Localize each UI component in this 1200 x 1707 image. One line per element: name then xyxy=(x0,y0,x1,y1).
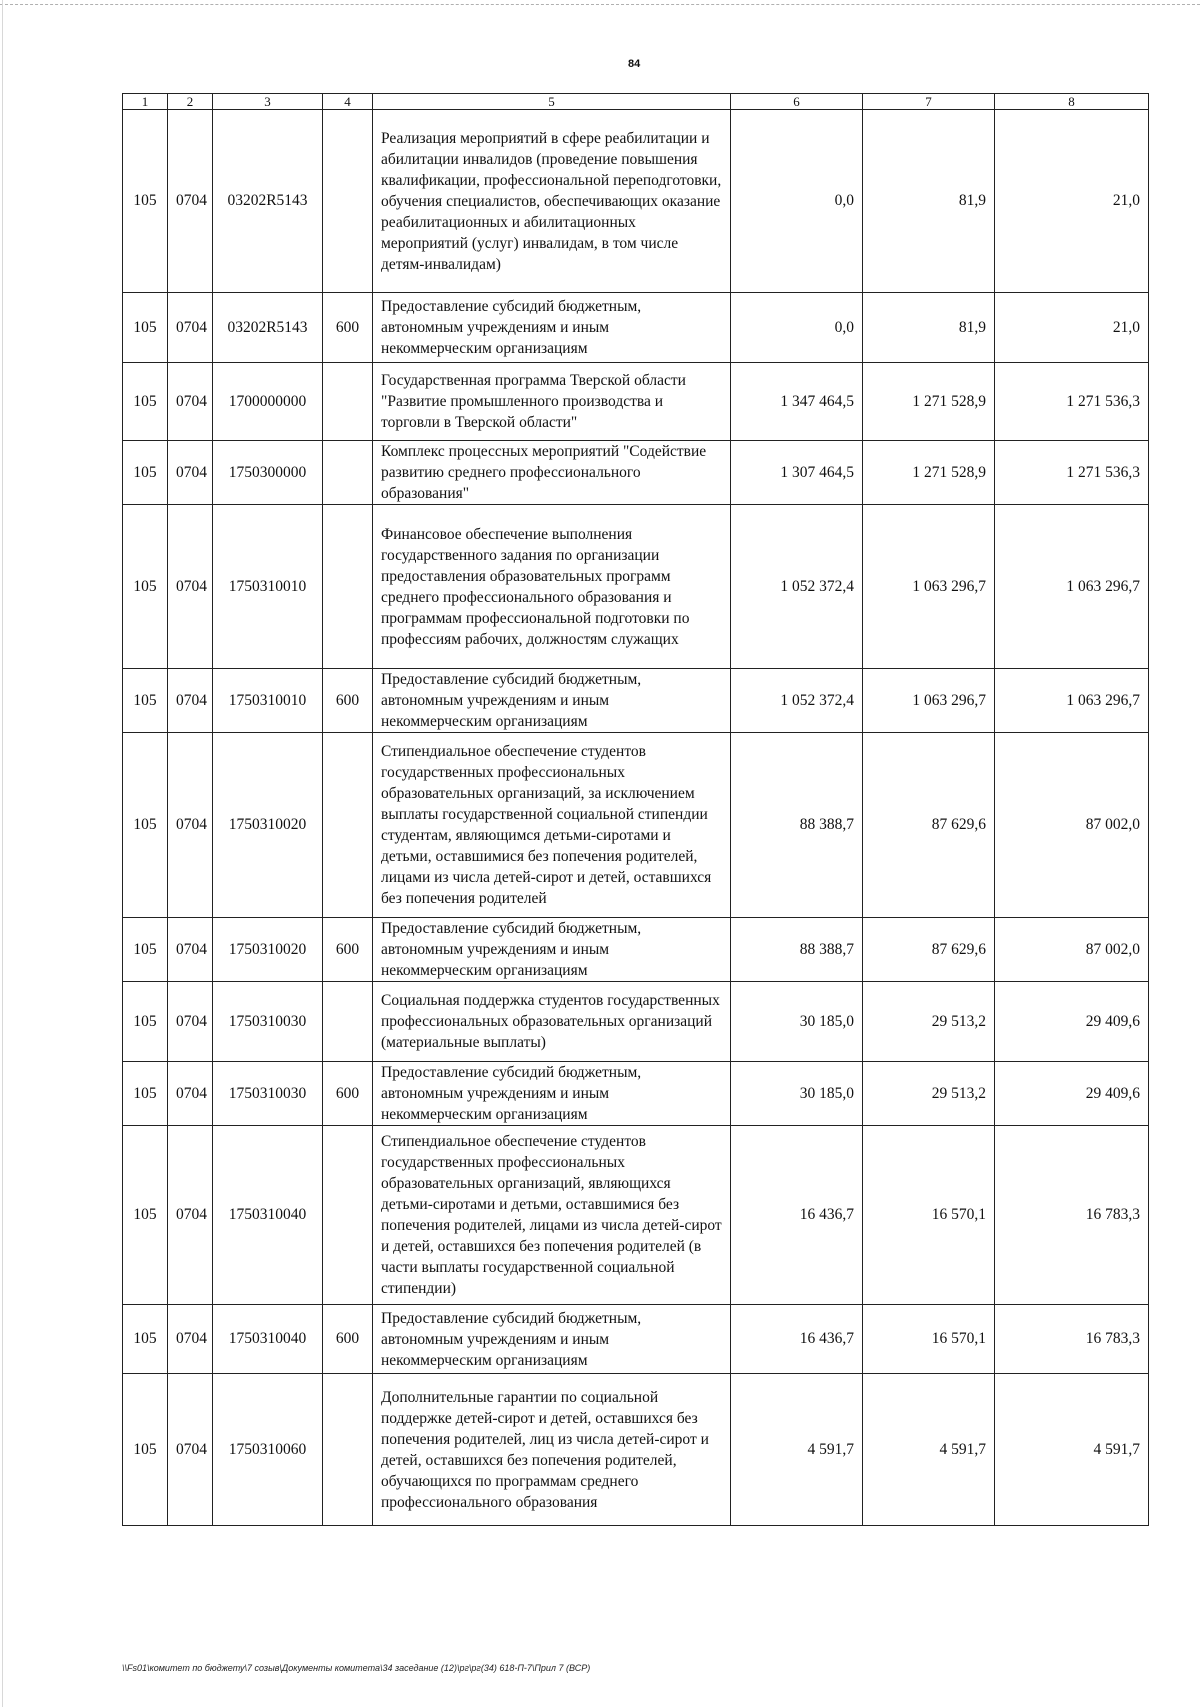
row-expense-type xyxy=(323,982,373,1062)
row-expense-type xyxy=(323,505,373,669)
row-expense-type: 600 xyxy=(323,1062,373,1126)
row-amount-2025: 1 063 296,7 xyxy=(863,669,995,733)
row-department: 105 xyxy=(123,1305,168,1374)
row-target-article: 1750300000 xyxy=(213,441,323,505)
row-section: 0704 xyxy=(168,293,213,363)
row-amount-2025: 87 629,6 xyxy=(863,918,995,982)
row-amount-2024: 0,0 xyxy=(731,110,863,293)
table-row xyxy=(123,505,1149,669)
table-row xyxy=(123,669,1149,733)
table-header-row xyxy=(123,94,1149,110)
row-amount-2026: 21,0 xyxy=(995,293,1149,363)
row-target-article: 1750310020 xyxy=(213,733,323,918)
row-amount-2026: 87 002,0 xyxy=(995,918,1149,982)
row-section: 0704 xyxy=(168,1374,213,1526)
row-amount-2024: 4 591,7 xyxy=(731,1374,863,1526)
row-expense-type xyxy=(323,733,373,918)
row-section: 0704 xyxy=(168,982,213,1062)
row-expense-type: 600 xyxy=(323,1305,373,1374)
row-section: 0704 xyxy=(168,363,213,441)
row-description: Социальная поддержка студентов государственных профессиональных образовательных организаций (материальные выплаты) xyxy=(373,982,731,1062)
row-amount-2025: 16 570,1 xyxy=(863,1305,995,1374)
column-header: 8 xyxy=(995,94,1149,110)
column-header: 5 xyxy=(373,94,731,110)
row-expense-type: 600 xyxy=(323,293,373,363)
table-row xyxy=(123,293,1149,363)
row-target-article: 1700000000 xyxy=(213,363,323,441)
table-row xyxy=(123,1305,1149,1374)
row-amount-2025: 81,9 xyxy=(863,110,995,293)
row-description: Дополнительные гарантии по социальной поддержке детей-сирот и детей, оставшихся без попечения родителей, лиц из числа детей-сирот и детей, оставшихся без попечения родителей, обучающихся по программам среднего профессионального образования xyxy=(373,1374,731,1526)
table-body xyxy=(123,110,1149,1526)
row-expense-type xyxy=(323,110,373,293)
row-amount-2024: 88 388,7 xyxy=(731,918,863,982)
row-description: Комплекс процессных мероприятий "Содействие развитию среднего профессионального образования" xyxy=(373,441,731,505)
row-amount-2024: 30 185,0 xyxy=(731,982,863,1062)
row-amount-2026: 1 271 536,3 xyxy=(995,363,1149,441)
row-amount-2026: 87 002,0 xyxy=(995,733,1149,918)
row-target-article: 03202R5143 xyxy=(213,293,323,363)
row-amount-2024: 16 436,7 xyxy=(731,1126,863,1305)
row-department: 105 xyxy=(123,441,168,505)
row-amount-2025: 29 513,2 xyxy=(863,982,995,1062)
row-amount-2024: 1 052 372,4 xyxy=(731,505,863,669)
table-row xyxy=(123,110,1149,293)
row-amount-2026: 1 063 296,7 xyxy=(995,505,1149,669)
table-row xyxy=(123,918,1149,982)
row-amount-2025: 1 271 528,9 xyxy=(863,363,995,441)
row-expense-type xyxy=(323,1126,373,1305)
row-section: 0704 xyxy=(168,733,213,918)
row-department: 105 xyxy=(123,505,168,669)
row-amount-2025: 29 513,2 xyxy=(863,1062,995,1126)
row-description: Предоставление субсидий бюджетным, автономным учреждениям и иным некоммерческим организациям xyxy=(373,1062,731,1126)
column-header: 3 xyxy=(213,94,323,110)
row-description: Стипендиальное обеспечение студентов государственных профессиональных образовательных организаций, являющихся детьми-сиротами и детьми, оставшимися без попечения родителей, лицами из числа детей-сирот и детей, оставшихся без попечения родителей (в части выплаты государственной социальной стипендии) xyxy=(373,1126,731,1305)
column-header: 6 xyxy=(731,94,863,110)
row-amount-2026: 1 063 296,7 xyxy=(995,669,1149,733)
row-expense-type: 600 xyxy=(323,669,373,733)
row-amount-2024: 1 307 464,5 xyxy=(731,441,863,505)
row-description: Финансовое обеспечение выполнения государственного задания по организации предоставления образовательных программ среднего профессионального образования и программам профессиональной подготовки по профессиям рабочих, должностям служащих xyxy=(373,505,731,669)
row-expense-type xyxy=(323,363,373,441)
row-amount-2024: 16 436,7 xyxy=(731,1305,863,1374)
row-section: 0704 xyxy=(168,918,213,982)
row-expense-type xyxy=(323,1374,373,1526)
row-section: 0704 xyxy=(168,1126,213,1305)
row-amount-2024: 0,0 xyxy=(731,293,863,363)
table-row xyxy=(123,1374,1149,1526)
budget-table xyxy=(122,93,1149,1526)
row-department: 105 xyxy=(123,669,168,733)
scan-top-edge xyxy=(0,4,1200,5)
row-amount-2026: 16 783,3 xyxy=(995,1126,1149,1305)
row-target-article: 1750310020 xyxy=(213,918,323,982)
row-amount-2025: 81,9 xyxy=(863,293,995,363)
row-department: 105 xyxy=(123,1374,168,1526)
row-description: Предоставление субсидий бюджетным, автономным учреждениям и иным некоммерческим организациям xyxy=(373,669,731,733)
row-department: 105 xyxy=(123,733,168,918)
row-department: 105 xyxy=(123,918,168,982)
row-target-article: 1750310030 xyxy=(213,1062,323,1126)
table-row xyxy=(123,363,1149,441)
row-target-article: 1750310040 xyxy=(213,1305,323,1374)
row-target-article: 1750310060 xyxy=(213,1374,323,1526)
row-section: 0704 xyxy=(168,1305,213,1374)
row-description: Реализация мероприятий в сфере реабилитации и абилитации инвалидов (проведение повышения квалификации, профессиональной переподготовки, обучения специалистов, обеспечивающих оказание реабилитационных и абилитационных мероприятий (услуг) инвалидам, в том числе детям-инвалидам) xyxy=(373,110,731,293)
row-expense-type xyxy=(323,441,373,505)
row-department: 105 xyxy=(123,1062,168,1126)
row-department: 105 xyxy=(123,110,168,293)
table-row xyxy=(123,733,1149,918)
row-target-article: 1750310010 xyxy=(213,505,323,669)
row-amount-2026: 29 409,6 xyxy=(995,1062,1149,1126)
row-description: Предоставление субсидий бюджетным, автономным учреждениям и иным некоммерческим организациям xyxy=(373,1305,731,1374)
row-amount-2025: 1 063 296,7 xyxy=(863,505,995,669)
row-description: Стипендиальное обеспечение студентов государственных профессиональных образовательных организаций, за исключением выплаты государственной социальной стипендии студентам, являющимся детьми-сиротами и детьми, оставшимися без попечения родителей, лицами из числа детей-сирот и детей, оставшихся без попечения родителей xyxy=(373,733,731,918)
row-expense-type: 600 xyxy=(323,918,373,982)
row-target-article: 1750310010 xyxy=(213,669,323,733)
row-description: Предоставление субсидий бюджетным, автономным учреждениям и иным некоммерческим организациям xyxy=(373,293,731,363)
page-number: 84 xyxy=(628,58,641,70)
row-amount-2024: 30 185,0 xyxy=(731,1062,863,1126)
row-amount-2026: 1 271 536,3 xyxy=(995,441,1149,505)
row-target-article: 1750310040 xyxy=(213,1126,323,1305)
table-row xyxy=(123,1062,1149,1126)
row-section: 0704 xyxy=(168,669,213,733)
row-department: 105 xyxy=(123,1126,168,1305)
row-department: 105 xyxy=(123,982,168,1062)
row-amount-2024: 88 388,7 xyxy=(731,733,863,918)
row-section: 0704 xyxy=(168,505,213,669)
row-amount-2025: 1 271 528,9 xyxy=(863,441,995,505)
row-amount-2026: 4 591,7 xyxy=(995,1374,1149,1526)
row-department: 105 xyxy=(123,363,168,441)
column-header: 2 xyxy=(168,94,213,110)
row-amount-2026: 29 409,6 xyxy=(995,982,1149,1062)
row-section: 0704 xyxy=(168,441,213,505)
table-row xyxy=(123,982,1149,1062)
row-section: 0704 xyxy=(168,110,213,293)
column-header: 4 xyxy=(323,94,373,110)
row-department: 105 xyxy=(123,293,168,363)
row-amount-2024: 1 052 372,4 xyxy=(731,669,863,733)
row-amount-2026: 21,0 xyxy=(995,110,1149,293)
row-amount-2025: 16 570,1 xyxy=(863,1126,995,1305)
row-amount-2025: 87 629,6 xyxy=(863,733,995,918)
row-amount-2024: 1 347 464,5 xyxy=(731,363,863,441)
footer-file-path: \\Fs01\комитет по бюджету\7 созыв\Документы комитета\34 заседание (12)\рг\рг(34) 618-П-7\Прил 7 (ВСР) xyxy=(122,1663,591,1673)
row-target-article: 03202R5143 xyxy=(213,110,323,293)
table-row xyxy=(123,1126,1149,1305)
table-row xyxy=(123,441,1149,505)
scan-left-edge xyxy=(2,0,3,1707)
row-amount-2025: 4 591,7 xyxy=(863,1374,995,1526)
row-section: 0704 xyxy=(168,1062,213,1126)
row-amount-2026: 16 783,3 xyxy=(995,1305,1149,1374)
row-description: Предоставление субсидий бюджетным, автономным учреждениям и иным некоммерческим организациям xyxy=(373,918,731,982)
row-description: Государственная программа Тверской области "Развитие промышленного производства и торговли в Тверской области" xyxy=(373,363,731,441)
column-header: 7 xyxy=(863,94,995,110)
row-target-article: 1750310030 xyxy=(213,982,323,1062)
column-header: 1 xyxy=(123,94,168,110)
